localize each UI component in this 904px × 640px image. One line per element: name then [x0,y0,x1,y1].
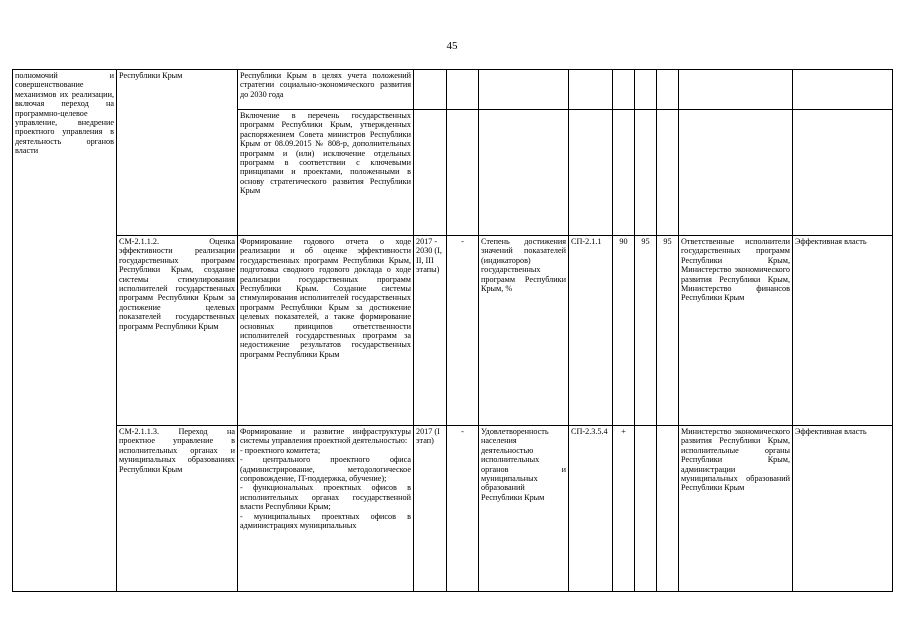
cell-action: Формирование и развитие инфраструктуры системы управления проектной деятельностью: - проектного комитета; - центрального проектного офиса (администрирование, методологическое сопровождение, IT-поддержка, обучение); - функциональных проектных офисов в исполнительных органах государственной власти Республики Крым; - муниципальных проектных офисов в администрациях муниципальных [238,426,414,592]
cell-value-1: 90 [613,236,635,426]
cell-indicator [479,110,569,236]
table-row [13,236,893,426]
cell-code [569,70,613,110]
cell-value-3 [657,110,679,236]
cell-code: СП-2.1.1 [569,236,613,426]
cell-value-1 [613,70,635,110]
page-number: 45 [446,40,458,52]
cell-program [793,110,893,236]
cell-responsible [679,70,793,110]
cell-value-2: 95 [635,236,657,426]
cell-period [414,110,447,236]
cell-indicator: Степень достижения значений показателей (индикаторов) государственных программ Республики Крым, % [479,236,569,426]
cell-cost: - [447,236,479,426]
cell-action: Включение в перечень государственных программ Республики Крым, утвержденных распоряжением Совета министров Республики Крым от 08.09.2015 № 808-р, дополнительных программ и (или) исключение отдельных программ в соответствии с ключевыми принципами и проектами, положенными в основу стратегического развития Республики Крым [238,110,414,236]
cell-value-2 [635,110,657,236]
strategy-table [12,69,893,592]
cell-cost [447,110,479,236]
cell-value-1 [613,110,635,236]
cell-measure [117,110,238,236]
cell-code [569,110,613,236]
cell-task: полномочий и совершенствование механизмов их реализации, включая переход на программно-целевое управление, внедрение проектного управления в деятельность органов власти [13,70,117,592]
cell-period: 2017 (I этап) [414,426,447,592]
cell-responsible [679,110,793,236]
cell-indicator: Удовлетворенность населения деятельностью исполнительных органов и муниципальных образований Республики Крым [479,426,569,592]
cell-action: Республики Крым в целях учета положений стратегии социально-экономического развития до 2030 года [238,70,414,110]
cell-program: Эффективная власть [793,236,893,426]
cell-period: 2017 - 2030 (I, II, III этапы) [414,236,447,426]
cell-code: СП-2.3.5.4 [569,426,613,592]
cell-indicator [479,70,569,110]
cell-program [793,70,893,110]
table-row [13,70,893,110]
table-row [13,110,893,236]
cell-period [414,70,447,110]
cell-responsible: Министерство экономического развития Республики Крым, исполнительные органы Республики Крым, администрации муниципальных образований Республики Крым [679,426,793,592]
cell-cost: - [447,426,479,592]
cell-program: Эффективная власть [793,426,893,592]
cell-value-3 [657,426,679,592]
cell-measure: СМ-2.1.1.2. Оценка эффективности реализации государственных программ Республики Крым, создание системы стимулирования исполнителей государственных программ Республики Крым за достижение целевых показателей государственных программ Республики Крым [117,236,238,426]
cell-value-2 [635,426,657,592]
cell-value-2 [635,70,657,110]
table-row [13,426,893,592]
cell-responsible: Ответственные исполнители государственных программ Республики Крым, Министерство экономического развития Республики Крым, Министерство финансов Республики Крым [679,236,793,426]
cell-cost [447,70,479,110]
cell-value-1: + [613,426,635,592]
cell-value-3 [657,70,679,110]
cell-measure: СМ-2.1.1.3. Переход на проектное управление в исполнительных органах и муниципальных образованиях Республики Крым [117,426,238,592]
cell-measure: Республики Крым [117,70,238,110]
cell-value-3: 95 [657,236,679,426]
cell-action: Формирование годового отчета о ходе реализации и об оценке эффективности государственных программ Республики Крым, подготовка сводного годового доклада о ходе реализации государственных программ Республики Крым. Создание системы стимулирования исполнителей государственных программ Республики Крым за достижение целевых показателей, а также формирование основных принципов ответственности исполнителей государственных программ за недостижение результатов государственных программ Республики Крым [238,236,414,426]
